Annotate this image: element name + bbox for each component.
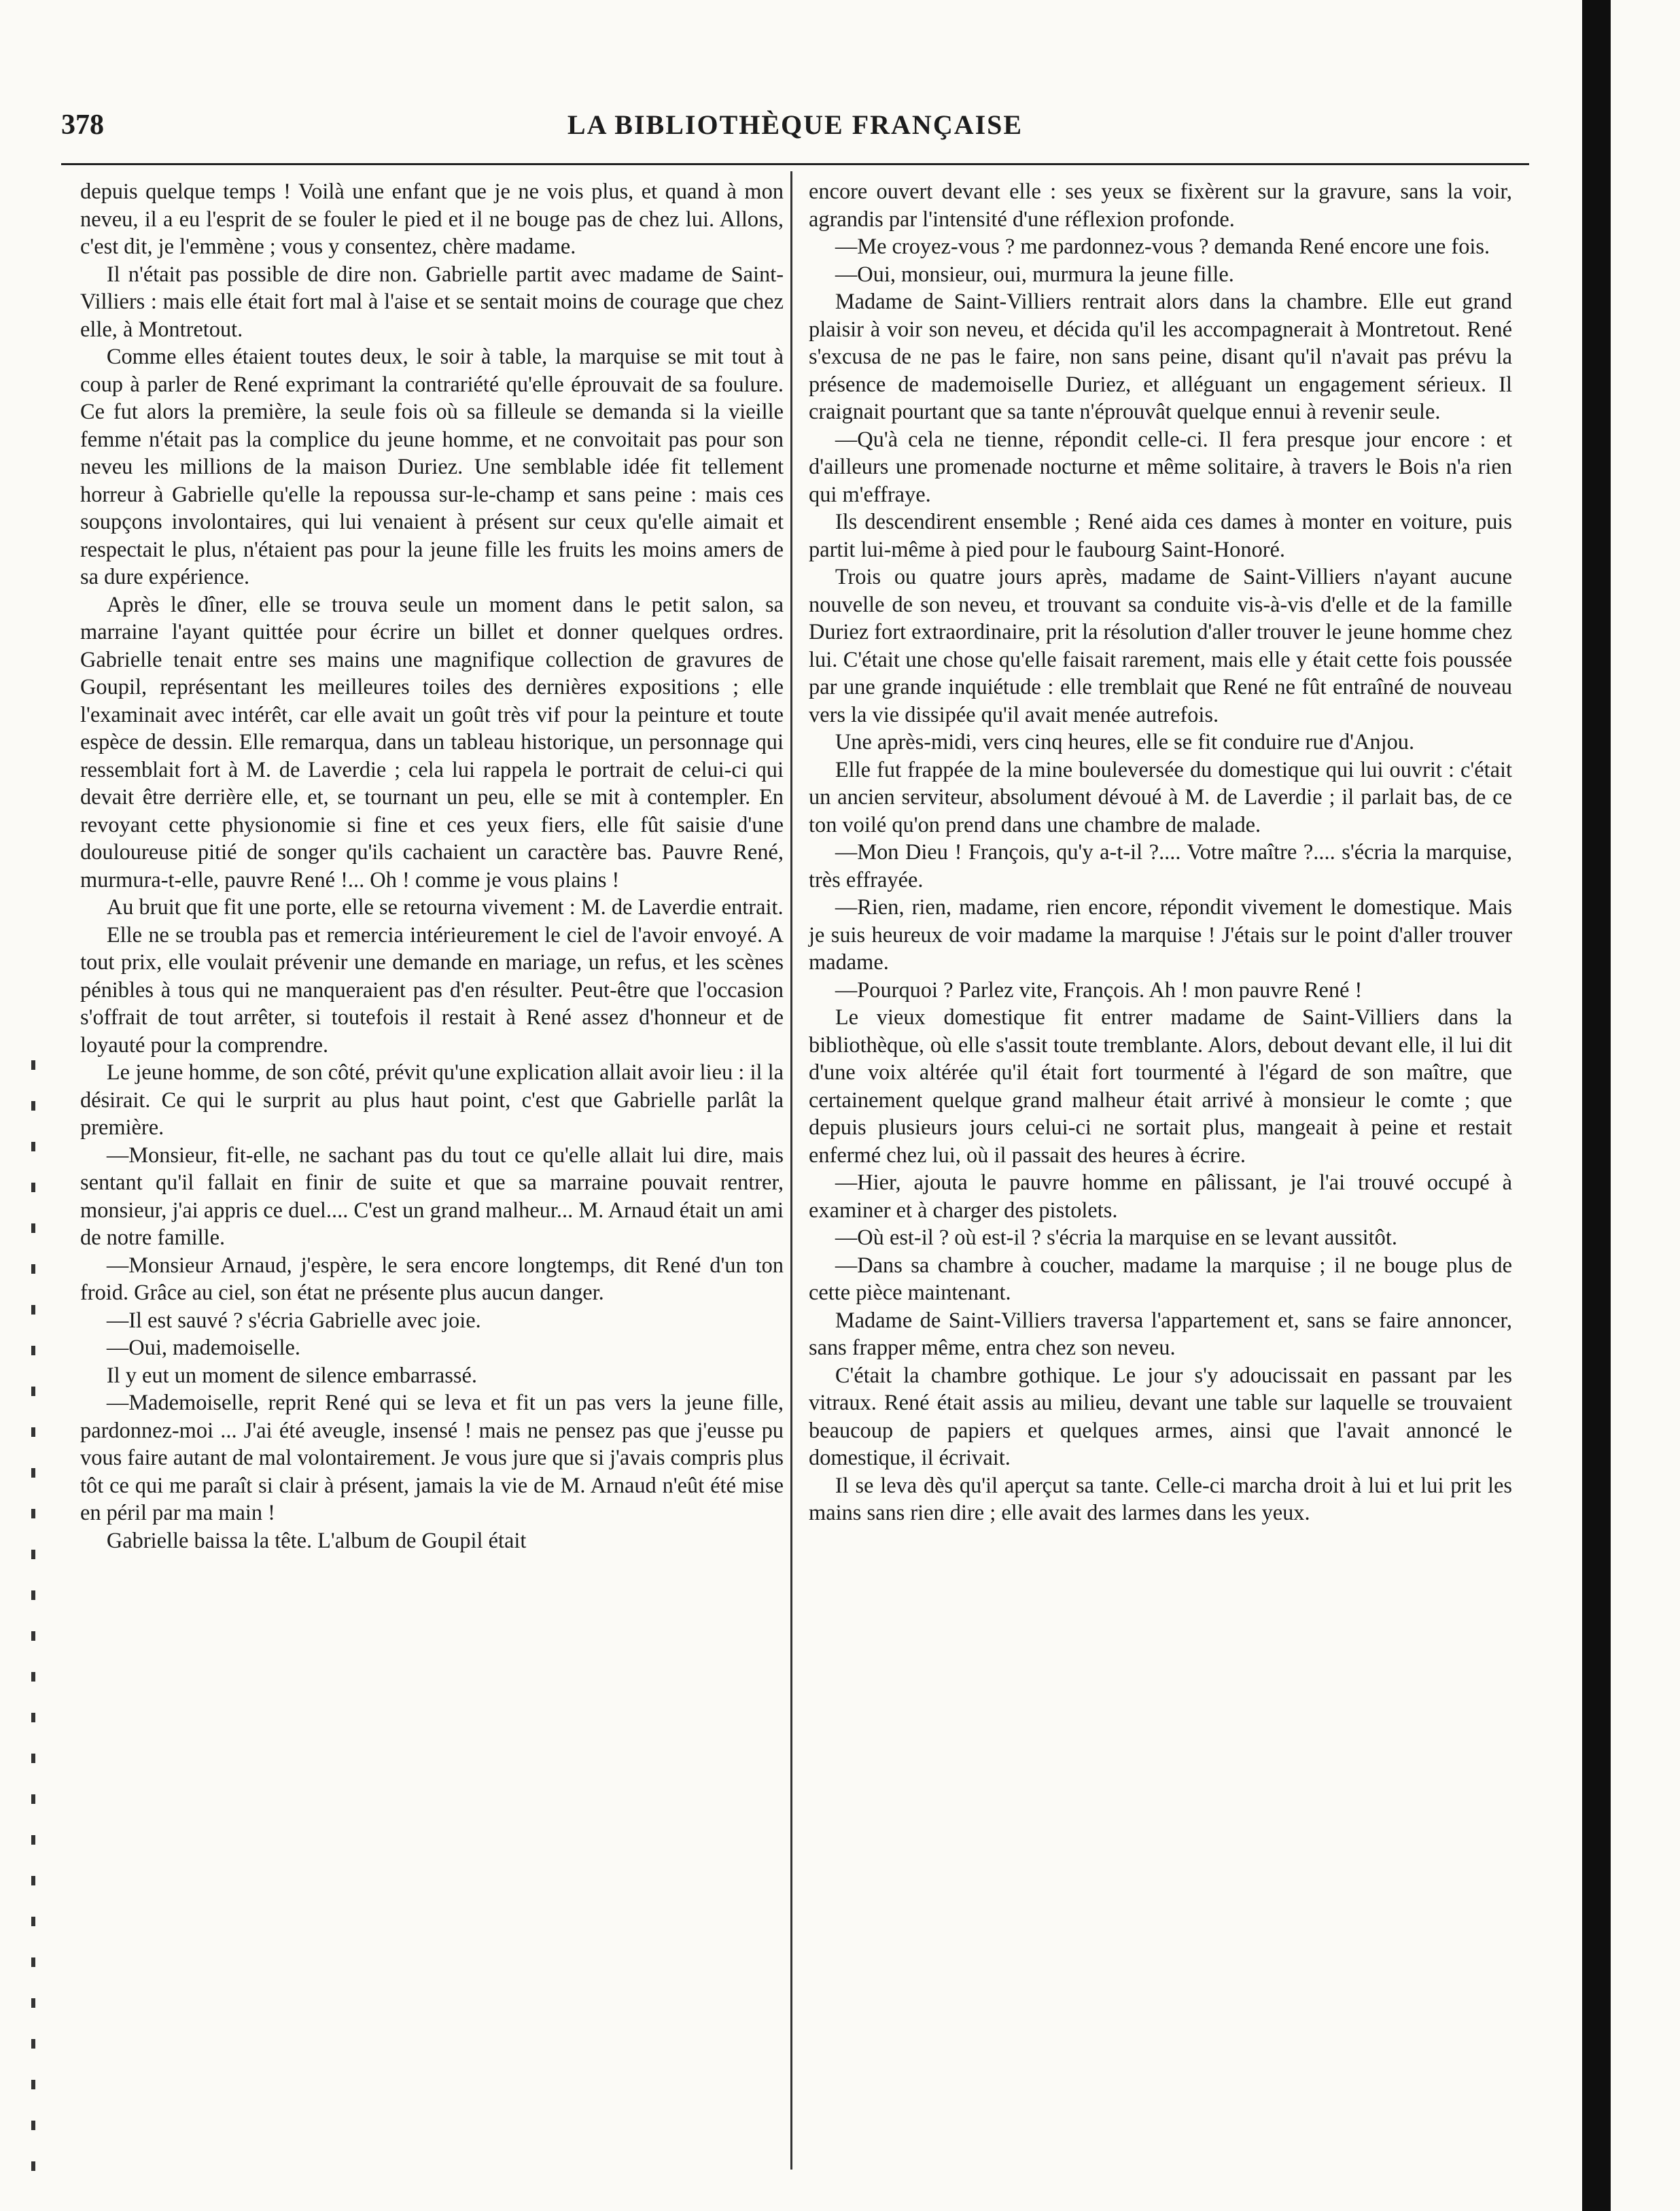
paragraph: Madame de Saint-Villiers traversa l'appartement et, sans se faire annoncer, sans frapper même, entra chez son neveu. bbox=[809, 1308, 1512, 1360]
paragraph: Il n'était pas possible de dire non. Gabrielle partit avec madame de Saint-Villiers : mais elle était fort mal à l'aise et se sentait moins de courage que chez elle, à Montretout. bbox=[80, 262, 784, 342]
paragraph: encore ouvert devant elle : ses yeux se fixèrent sur la gravure, sans la voir, agrandis par l'intensité d'une réflexion profonde. bbox=[809, 179, 1512, 232]
paragraph: Il se leva dès qu'il aperçut sa tante. Celle-ci marcha droit à lui et lui prit les mains sans rien dire ; elle avait des larmes dans les yeux. bbox=[809, 1473, 1512, 1525]
paragraph: —Dans sa chambre à coucher, madame la marquise ; il ne bouge plus de cette pièce maintenant. bbox=[809, 1253, 1512, 1305]
paragraph: Madame de Saint-Villiers rentrait alors dans la chambre. Elle eut grand plaisir à voir son neveu, et décida qu'il les accompagnerait à Montretout. René s'excusa de ne pas le faire, non sans peine, disant qu'il n'avait pas prévu la présence de mademoiselle Duriez, et alléguant un engagement sérieux. Il craignait pourtant que sa tante n'éprouvât quelque ennui à revenir seule. bbox=[809, 290, 1512, 424]
paragraph: —Mademoiselle, reprit René qui se leva et fit un pas vers la jeune fille, pardonnez-moi ... J'ai été aveugle, insensé ! mais ne pensez pas que j'eusse pu vous faire autant de mal volontairement. Je vous jure que si j'avais compris plus tôt ce qui me paraît si clair à présent, jamais la vie de M. Arnaud n'eût été mise en péril par ma main ! bbox=[80, 1391, 784, 1525]
scan-margin-marks bbox=[31, 1060, 35, 2175]
left-column bbox=[80, 178, 784, 1554]
paragraph: Le jeune homme, de son côté, prévit qu'une explication allait avoir lieu : il la désirait. Ce qui le surprit au plus haut point, c'est que Gabrielle parlât la première. bbox=[80, 1060, 784, 1140]
paragraph: Ils descendirent ensemble ; René aida ces dames à monter en voiture, puis partit lui-même à pied pour le faubourg Saint-Honoré. bbox=[809, 510, 1512, 562]
running-title: LA BIBLIOTHÈQUE FRANÇAISE bbox=[567, 109, 1023, 140]
paragraph: —Qu'à cela ne tienne, répondit celle-ci. Il fera presque jour encore : et d'ailleurs une promenade nocturne et même solitaire, à travers le Bois n'a rien qui m'effraye. bbox=[809, 427, 1512, 507]
right-column bbox=[809, 178, 1512, 1527]
column-divider bbox=[790, 171, 792, 2170]
paragraph: —Monsieur, fit-elle, ne sachant pas du tout ce qu'elle allait lui dire, mais sentant qu'il fallait en finir de suite et que sa marraine pouvait rentrer, monsieur, j'ai appris ce duel.... C'est un grand malheur... M. Arnaud était un ami de notre famille. bbox=[80, 1143, 784, 1250]
paragraph: Une après-midi, vers cinq heures, elle se fit conduire rue d'Anjou. bbox=[835, 730, 1415, 754]
paragraph: Gabrielle baissa la tête. L'album de Goupil était bbox=[106, 1528, 527, 1553]
scan-edge-shadow bbox=[1582, 0, 1611, 2211]
paragraph: —Pourquoi ? Parlez vite, François. Ah ! mon pauvre René ! bbox=[835, 977, 1363, 1003]
paragraph: depuis quelque temps ! Voilà une enfant que je ne vois plus, et quand à mon neveu, il a eu l'esprit de se fouler le pied et il ne bouge pas de chez lui. Allons, c'est dit, je l'emmène ; vous y consentez, chère madame. bbox=[80, 179, 784, 259]
paragraph: —Il est sauvé ? s'écria Gabrielle avec joie. bbox=[106, 1308, 481, 1333]
paragraph: —Où est-il ? où est-il ? s'écria la marquise en se levant aussitôt. bbox=[835, 1225, 1397, 1250]
paragraph: Trois ou quatre jours après, madame de Saint-Villiers n'ayant aucune nouvelle de son neveu, et trouvant sa conduite vis-à-vis d'elle et de la famille Duriez fort extraordinaire, prit la résolution d'aller trouver le jeune homme chez lui. C'était une chose qu'elle faisait rarement, mais elle y était cette fois poussée par une grande inquiétude : elle tremblait que René ne fût entraîné de nouveau vers la vie dissipée qu'il avait menée autrefois. bbox=[809, 565, 1512, 727]
paragraph: Après le dîner, elle se trouva seule un moment dans le petit salon, sa marraine l'ayant quittée pour écrire un billet et donner quelques ordres. Gabrielle tenait entre ses mains une magnifique collection de gravures de Goupil, représentant les meilleures toiles des dernières expositions ; elle l'examinait avec intérêt, car elle avait un goût très vif pour la peinture et toute espèce de dessin. Elle remarqua, dans un tableau historique, un personnage qui ressemblait fort à M. de Laverdie ; cela lui rappela le portrait de celui-ci qui devait être derrière elle, et, se tournant un peu, elle se mit à contempler. En revoyant cette physionomie si fine et ces yeux fiers, elle fût saisie d'une douloureuse pitié de songer qu'ils cachaient un caractère bas. Pauvre René, murmura-t-elle, pauvre René !... Oh ! comme je vous plains ! bbox=[80, 592, 784, 892]
paragraph: —Me croyez-vous ? me pardonnez-vous ? demanda René encore une fois. bbox=[835, 234, 1490, 259]
paragraph: Le vieux domestique fit entrer madame de Saint-Villiers dans la bibliothèque, où elle s'assit toute tremblante. Alors, debout devant elle, il lui dit d'une voix altérée qu'il était fort tourmenté à l'égard de son maître, que certainement quelque grand malheur était arrivé à monsieur le comte ; que depuis plusieurs jours celui-ci ne sortait plus, mangeait à peine et restait enfermé chez lui, où il passait des heures à écrire. bbox=[809, 1005, 1512, 1168]
paragraph: —Monsieur Arnaud, j'espère, le sera encore longtemps, dit René d'un ton froid. Grâce au ciel, son état ne présente plus aucun danger. bbox=[80, 1253, 784, 1305]
paragraph: —Mon Dieu ! François, qu'y a-t-il ?.... Votre maître ?.... s'écria la marquise, très effrayée. bbox=[809, 840, 1512, 892]
paragraph: —Hier, ajouta le pauvre homme en pâlissant, je l'ai trouvé occupé à examiner et à charger des pistolets. bbox=[809, 1170, 1512, 1223]
paragraph: Elle ne se troubla pas et remercia intérieurement le ciel de l'avoir envoyé. A tout prix, elle voulait prévenir une demande en mariage, un refus, et les scènes pénibles à tous qui ne manqueraient pas d'en résulter. Peut-être que l'occasion s'offrait de tout arrêter, si toutefois il restait à René assez d'honneur et de loyauté pour la comprendre. bbox=[80, 922, 784, 1058]
paragraph: Il y eut un moment de silence embarrassé. bbox=[106, 1363, 477, 1388]
paragraph: C'était la chambre gothique. Le jour s'y adoucissait en passant par les vitraux. René était assis au milieu, devant une table sur laquelle se trouvaient beaucoup de papiers et quelques armes, ainsi que l'avait annoncé le domestique, il écrivait. bbox=[809, 1363, 1512, 1470]
paragraph: Comme elles étaient toutes deux, le soir à table, la marquise se mit tout à coup à parler de René exprimant la contrariété qu'elle éprouvait de sa foulure. Ce fut alors la première, la seule fois où sa filleule se demanda si la vieille femme n'était pas la complice du jeune homme, et ne convoitait pas pour son neveu les millions de la maison Duriez. Une semblable idée fit tellement horreur à Gabrielle qu'elle la repoussa sur-le-champ et sans peine : mais ces soupçons involontaires, qui lui venaient à présent sur ceux qu'elle aimait et respectait le plus, n'étaient pas pour la jeune fille les fruits les moins amers de sa dure expérience. bbox=[80, 345, 784, 589]
header-rule bbox=[61, 163, 1529, 165]
paragraph: —Rien, rien, madame, rien encore, répondit vivement le domestique. Mais je suis heureux de voir madame la marquise ! J'étais sur le point d'aller trouver madame. bbox=[809, 895, 1512, 975]
paragraph: Elle fut frappée de la mine bouleversée du domestique qui lui ouvrit : c'était un ancien serviteur, absolument dévoué à M. de Laverdie ; il parlait bas, de ce ton voilé qu'on prend dans une chambre de malade. bbox=[809, 757, 1512, 837]
paragraph: —Oui, mademoiselle. bbox=[106, 1336, 301, 1360]
paragraph: —Oui, monsieur, oui, murmura la jeune fille. bbox=[835, 262, 1234, 287]
page-number: 378 bbox=[61, 109, 104, 141]
paragraph: Au bruit que fit une porte, elle se retourna vivement : M. de Laverdie entrait. bbox=[106, 895, 784, 920]
page-header bbox=[61, 109, 1529, 150]
